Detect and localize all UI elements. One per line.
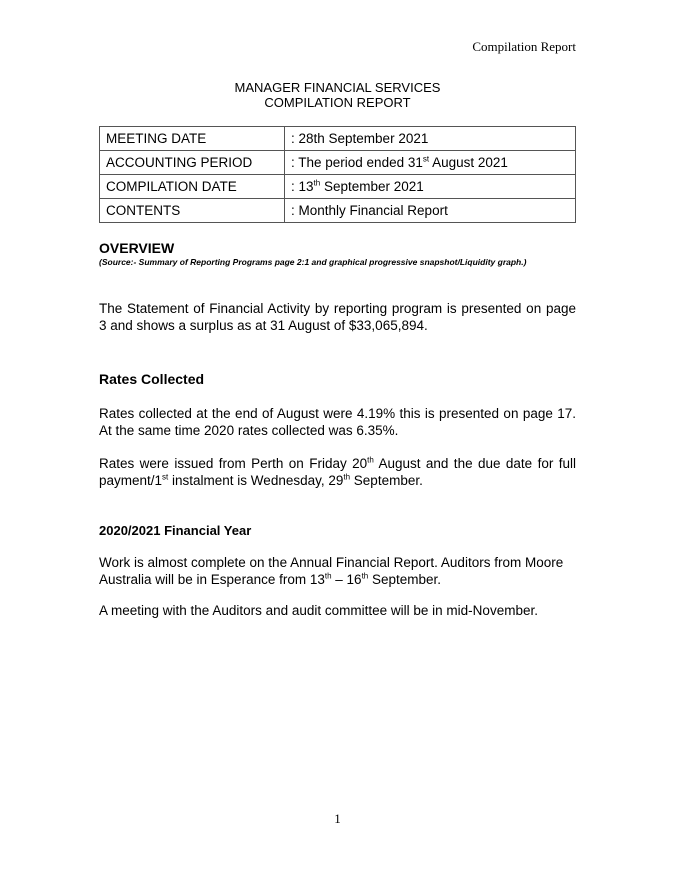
superscript: st <box>162 472 169 482</box>
rates-heading: Rates Collected <box>99 371 205 387</box>
value-text: September 2021 <box>320 179 424 194</box>
page-number: 1 <box>334 811 341 826</box>
table-label: CONTENTS <box>100 199 285 223</box>
table-row <box>100 175 576 199</box>
document-title <box>0 80 675 110</box>
report-info-table <box>99 126 576 223</box>
table-label: COMPILATION DATE <box>100 175 285 199</box>
table-value <box>285 151 576 175</box>
value-superscript: st <box>422 154 430 164</box>
text-run: Work is almost complete on the Annual Financial Report. Auditors from Moore Australia will be in Esperance from 13 <box>99 555 564 587</box>
superscript: th <box>367 455 374 465</box>
overview-source-note: (Source:- Summary of Reporting Programs page 2:1 and graphical progressive snapshot/Liquidity graph.) <box>99 257 527 267</box>
table-row <box>100 199 576 223</box>
title-line-2: COMPILATION REPORT <box>264 95 411 110</box>
table-value: : Monthly Financial Report <box>285 199 576 223</box>
text-run: instalment is Wednesday, 29 <box>168 473 344 488</box>
value-text: : 13 <box>291 179 314 194</box>
table-value: : 28th September 2021 <box>285 127 576 151</box>
title-line-1: MANAGER FINANCIAL SERVICES <box>234 80 441 95</box>
running-header: Compilation Report <box>472 39 576 54</box>
text-run: – 16 <box>331 572 362 587</box>
table-row <box>100 151 576 175</box>
superscript: th <box>324 571 332 581</box>
value-text: August 2021 <box>429 155 508 170</box>
text-run: Rates were issued from Perth on Friday 20 <box>99 456 368 471</box>
table-value <box>285 175 576 199</box>
superscript: th <box>343 472 351 482</box>
financial-year-paragraph-1 <box>99 554 576 588</box>
rates-paragraph-1: Rates collected at the end of August were 4.19% this is presented on page 17. At the same time 2020 rates collected was 6.35%. <box>99 406 576 438</box>
financial-year-heading: 2020/2021 Financial Year <box>99 523 252 538</box>
value-text: : The period ended 31 <box>291 155 423 170</box>
table-label: ACCOUNTING PERIOD <box>100 151 285 175</box>
table-label: MEETING DATE <box>100 127 285 151</box>
text-run: September. <box>350 473 423 488</box>
report-body <box>99 240 576 619</box>
text-run: September. <box>368 572 442 587</box>
financial-year-paragraph-2: A meeting with the Auditors and audit committee will be in mid-November. <box>99 603 538 618</box>
overview-paragraph: The Statement of Financial Activity by reporting program is presented on page 3 and shows a surplus as at 31 August of $33,065,894. <box>99 301 576 333</box>
text-run: August and the due date for full payment/1 <box>99 456 576 488</box>
superscript: th <box>361 571 369 581</box>
value-superscript: th <box>313 178 321 188</box>
overview-heading: OVERVIEW <box>99 240 175 256</box>
table-row <box>100 127 576 151</box>
rates-paragraph-2 <box>99 455 576 489</box>
